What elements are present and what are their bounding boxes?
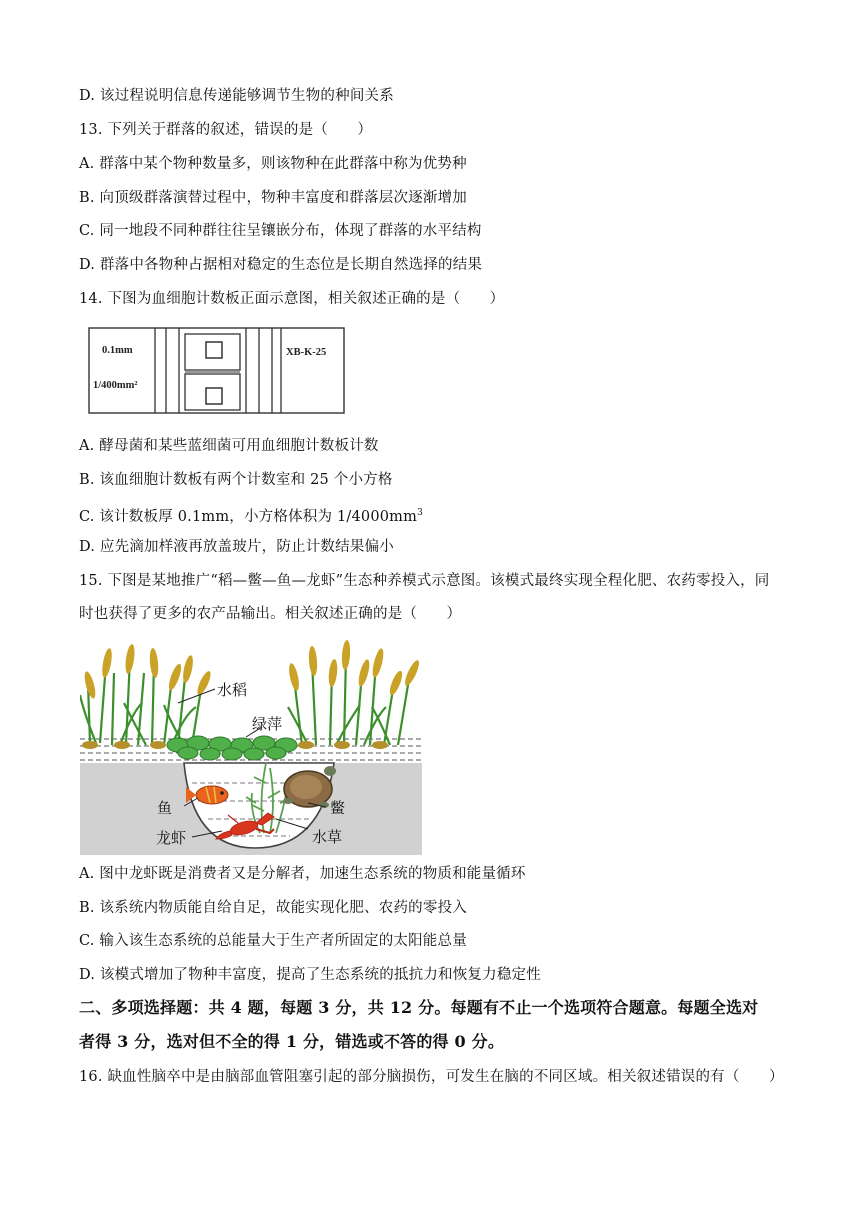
section2-heading-line2: 者得 3 分，选对但不全的得 1 分，错选或不答的得 0 分。 (79, 1032, 505, 1051)
rice-grain-right (287, 640, 421, 697)
label-turtle: 鳖 (330, 799, 346, 817)
label-rice: 水稻 (217, 681, 248, 699)
q15-stem-line2: 时也获得了更多的农产品输出。相关叙述正确的是（ ） (79, 606, 462, 622)
q14-option-d: D. 应先滴加样液再放盖玻片，防止计数结果偏小 (79, 539, 394, 555)
q13-option-a: A. 群落中某个物种数量多，则该物种在此群落中称为优势种 (79, 156, 467, 172)
label-fish: 鱼 (157, 799, 173, 817)
q13-option-b: B. 向顶级群落演替过程中，物种丰富度和群落层次逐渐增加 (79, 190, 467, 206)
rice-plant-right (288, 655, 410, 745)
duckweed-icon (167, 736, 297, 760)
q15-option-a: A. 图中龙虾既是消费者又是分解者，加速生态系统的物质和能量循环 (79, 866, 526, 882)
label-crayfish: 龙虾 (156, 829, 187, 847)
q15-option-b: B. 该系统内物质能自给自足，故能实现化肥、农药的零投入 (79, 900, 467, 916)
label-volume: 1/400mm² (93, 380, 138, 391)
eco-farming-figure (80, 633, 422, 855)
hemocytometer-figure (88, 326, 346, 416)
q14-option-c: C. 该计数板厚 0.1mm，小方格体积为 $1/4000mm^3$ (79, 508, 424, 525)
q16-stem: 16. 缺血性脑卒中是由脑部血管阻塞引起的部分脑损伤，可发生在脑的不同区域。相关叙述错误的有（ ） (79, 1069, 784, 1085)
q14-stem: 14. 下图为血细胞计数板正面示意图，相关叙述正确的是（ ） (79, 291, 505, 307)
q15-stem-line1: 15. 下图是某地推广“稻—鳖—鱼—龙虾”生态种养模式示意图。该模式最终实现全程化肥、农药零投入，同 (79, 573, 770, 589)
label-waterweed: 水草 (312, 828, 343, 846)
rice-grain-left (83, 644, 214, 700)
section2-heading-line1: 二、多项选择题：共 4 题，每题 3 分，共 12 分。每题有不止一个选项符合题意。每题全选对 (79, 998, 759, 1017)
q13-option-c: C. 同一地段不同种群往往呈镶嵌分布，体现了群落的水平结构 (79, 223, 482, 239)
q14-option-b: B. 该血细胞计数板有两个计数室和 25 个小方格 (79, 472, 393, 488)
q12-option-d: D. 该过程说明信息传递能够调节生物的种间关系 (79, 88, 394, 104)
label-thickness: 0.1mm (102, 345, 133, 356)
label-duckweed: 绿萍 (252, 715, 283, 733)
label-model: XB-K-25 (286, 347, 327, 358)
q13-stem: 13. 下列关于群落的叙述，错误的是（ ） (79, 122, 373, 138)
q15-option-c: C. 输入该生态系统的总能量大于生产者所固定的太阳能总量 (79, 933, 467, 949)
q15-option-d: D. 该模式增加了物种丰富度，提高了生态系统的抵抗力和恢复力稳定性 (79, 967, 541, 983)
q14-option-a: A. 酵母菌和某些蓝细菌可用血细胞计数板计数 (79, 438, 379, 454)
q13-option-d: D. 群落中各物种占据相对稳定的生态位是长期自然选择的结果 (79, 257, 483, 273)
